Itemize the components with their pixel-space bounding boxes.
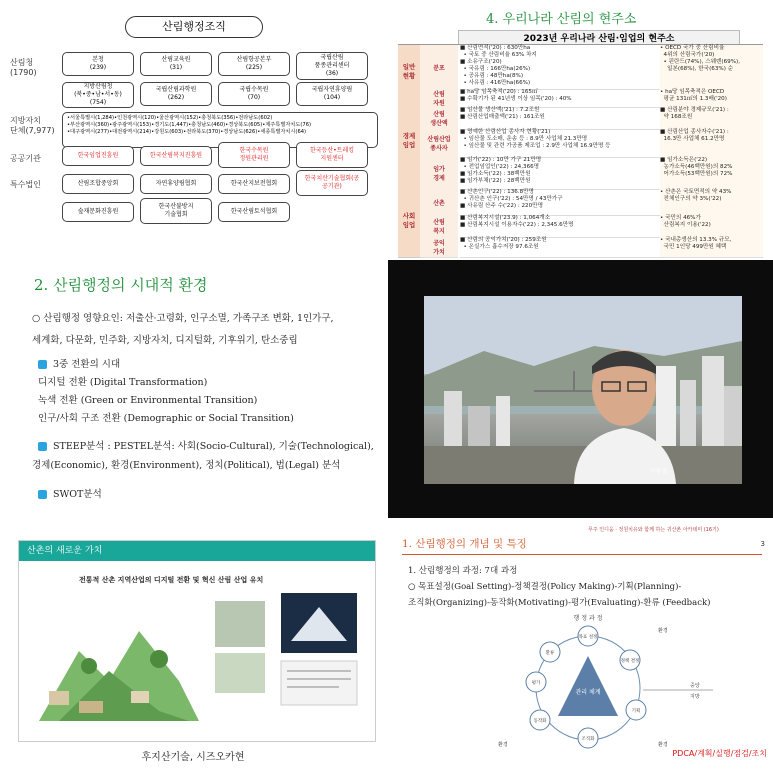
table-category: 경제 임업: [398, 97, 420, 184]
environment-label: 환경: [658, 742, 668, 748]
public-org-box: 한국등산•트레킹 지원센터: [296, 142, 368, 168]
cycle-node-label: 목표 설정: [578, 635, 598, 640]
public-org-box: 한국수목원 정원관리원: [218, 142, 290, 168]
panel-video-call: [388, 260, 773, 518]
swot-heading: SWOT분석: [53, 489, 102, 500]
org-box: 국립산림과학원 (262): [140, 82, 212, 106]
cycle-node-label: 평가: [531, 681, 541, 686]
table-cell: • ha당 임목축적은 OECD 평균 131㎥의 1.3배('20): [660, 89, 763, 108]
table-subcategory: 산촌: [420, 189, 458, 216]
admin-process-title: 1. 산림행정의 개념 및 특징: [402, 538, 527, 550]
forest-status-table: [398, 44, 763, 257]
cycle-node-label: 동작화: [533, 719, 547, 724]
panel-forest-status: [388, 0, 773, 258]
environment-label: 환경: [658, 628, 668, 634]
table-subcategory: 산림 자원: [420, 89, 458, 108]
village-slide-header: 산촌의 새로운 가치: [19, 541, 375, 561]
cycle-center-label: 관리 체계: [575, 689, 601, 696]
row-label-forest-service: 산림청 (1790): [10, 58, 37, 77]
title-divider: [402, 554, 762, 555]
org-box: 국립산림 품종관리센터 (36): [296, 52, 368, 80]
special-org-box: 자연휴양림협회: [140, 174, 212, 194]
special-org-box: 숲재문화진흥원: [62, 202, 134, 222]
factors-line: ○ 산림행정 영향요인: 저출산·고령화, 인구소멸, 가족구조 변화, 1인가구,: [32, 313, 334, 324]
cycle-node-label: 환류: [545, 651, 555, 656]
city-background: [424, 296, 742, 484]
local-government-list: •서울특별시(1,284)•인천광역시(120)•울산광역시(152)•충청북도(356)•전라남도(602) •부산광역시(360)•광주광역시(153)•경기도(1,447)•충청남도(460)•경상북도(605)•제주특별자치도(76) •대구광역시(277)•대전광역시(214)•강원도(603)•전라북도(370)•경상남도(626)•세종특별자치시(64): [62, 112, 378, 148]
speaker-video[interactable]: [424, 296, 742, 484]
transition-item: 녹색 전환 (Green or Environmental Transition): [38, 395, 258, 406]
table-cell: ■ 산림분야 경제규모('21) : 약 168조원: [660, 107, 763, 130]
table-cell: ■ 임가소득은('22) 농가소득(46백만원)의 82% 어가소득(53백만원)의 72%: [660, 157, 763, 190]
process-heading: 1. 산림행정의 과정: 7대 과정: [408, 566, 518, 576]
table-subcategory: 분포: [420, 45, 458, 90]
table-cell: ■ ha당 임목축적('20) : 165㎥ ■ 수확기가 된 41년생 이상 임목('20) : 40%: [460, 89, 660, 108]
admin-environment-title: 2. 산림행정의 시대적 환경: [34, 276, 208, 294]
forest-status-subtitle: 2023년 우리나라 산림·임업의 현주소: [458, 30, 740, 45]
central-label: 중앙: [690, 683, 700, 689]
transition-item: 인구/사회 구조 전환 (Demographic or Social Transition): [38, 413, 294, 424]
org-chart-title: 산림행정조직: [125, 16, 263, 38]
special-org-box: 산림조합중앙회: [62, 174, 134, 194]
process-line: ○ 목표설정(Goal Setting)-정책결정(Policy Making)-기획(Planning)-: [408, 582, 682, 592]
triple-transition-heading: 3중 전환의 시대: [53, 359, 121, 370]
table-cell: ■ 임가('22) : 10만 가구 21만명 • 전업임업인('22) : 24,366명 ■ 임가소득('22) : 38백만원 ■ 임가부채('22) : 28백만원: [460, 157, 660, 190]
cycle-title: 행 정 과 정: [573, 615, 603, 622]
factors-line: 세계화, 다문화, 민주화, 지방자치, 디지털화, 기후위기, 탄소중립: [32, 335, 298, 346]
cycle-node-label: 조직화: [581, 737, 595, 742]
panel-org-chart: [0, 0, 386, 258]
panel-mountain-village: [0, 520, 386, 773]
steep-heading: STEEP분석 : PESTEL분석: 사회(Socio-Cultural), 기술(Technological),: [53, 441, 374, 452]
course-header: 푸주 인디움 · 정원치유와 함께 하는 귀산촌 아카데미 (16기): [588, 527, 719, 533]
table-cell: • 국내총생산의 13.3% 규모, 국민 1인당 499만원 혜택: [660, 237, 763, 258]
table-category: 사회 임업: [398, 183, 420, 258]
cycle-node-label: 정책 결정: [620, 659, 640, 664]
special-org-box: 한국치산기술협회(공 공기관): [296, 170, 368, 196]
panel-admin-process: [388, 520, 773, 773]
org-box: 본청 (239): [62, 52, 134, 76]
process-cycle-diagram: [458, 612, 718, 752]
table-category: 일반 현황: [398, 45, 420, 98]
process-line: 조직화(Organizing)-동작화(Motivating)-평가(Evaluating)-환류 (Feedback): [408, 598, 711, 608]
transition-item: 디지털 전환 (Digital Transformation): [38, 377, 208, 388]
org-box: 국립자연휴양림 (104): [296, 82, 368, 106]
public-org-box: 한국산림복지진흥원: [140, 146, 212, 166]
forest-status-title: 4. 우리나라 산림의 현주소: [486, 12, 637, 27]
table-cell: ■ 산림면적('20) : 630만ha • 국토 중 산림비율 63% 차지 ■ 소유구조('20) • 국유림 : 166만ha(26%) • 공유림 : 48만ha(8%) • 사유림 : 416만ha(66%): [460, 45, 660, 90]
village-caption: 후지산기술, 시즈오카현: [141, 752, 245, 763]
table-cell: • 산촌은 국토면적의 약 43% 전체인구의 약 3%('22): [660, 189, 763, 216]
bullet-icon: [38, 360, 47, 369]
row-label-local: 지방자치 단체(7,977): [10, 116, 55, 135]
table-cell: ■ 산림산업 종사자수('21) : 16.3만 사업체 61.2만명: [660, 129, 763, 158]
special-org-box: 한국산불방지 기술협회: [140, 198, 212, 224]
village-illustration: [19, 541, 375, 741]
bullet-icon: [38, 490, 47, 499]
row-label-special: 특수법인: [10, 180, 41, 189]
village-slide-heading: 전통적 산촌 지역산업의 디지털 전환 및 혁신 산림 산업 유치: [79, 576, 264, 584]
table-subcategory: 공익 가치: [420, 237, 458, 258]
org-box: 국립수목원 (70): [218, 82, 290, 106]
table-subcategory: 산림 생산액: [420, 107, 458, 130]
table-cell: • OECD 국가 중 산림비율 4위의 산림국가('20) • 핀란드(74%), 스웨덴(69%), 일본(68%), 한국(63%) 순: [660, 45, 763, 90]
panel-admin-environment: [0, 260, 386, 518]
steep-line: 경제(Economic), 환경(Environment), 정치(Political), 법(Legal) 분석: [32, 460, 341, 471]
cycle-node-label: 기획: [631, 709, 641, 714]
special-org-box: 한국산림토석협회: [218, 202, 290, 222]
table-cell: ■ 산촌인구('22) : 136.8만명 • 귀산촌 인구('22) : 54만명 / 43만가구 ■ 사유림 산주 수('22) : 220만명: [460, 189, 660, 216]
table-cell: • 국민의 46%가 산림복지 이용('22): [660, 215, 763, 238]
table-cell: ■ 산림복지시설('23.9) : 1,064개소 ■ 산림복지시설 이용자수('22) : 2,345.6만명: [460, 215, 660, 238]
village-slide: [18, 540, 376, 742]
participant-name: 이용철: [650, 468, 668, 475]
special-org-box: 한국산지보전협회: [218, 174, 290, 194]
row-label-public: 공공기관: [10, 154, 41, 163]
pdca-footer: PDCA/계획/실행/점검/조치: [672, 749, 767, 758]
table-subcategory: 산림 복지: [420, 215, 458, 238]
org-box: 산림항공본부 (225): [218, 52, 290, 76]
table-subcategory: 산림산업 종사자: [420, 129, 458, 158]
page-number: 3: [760, 540, 765, 548]
environment-label: 환경: [498, 742, 508, 748]
local-label: 지방: [690, 694, 700, 700]
table-subcategory: 임가 경제: [420, 157, 458, 190]
bullet-icon: [38, 442, 47, 451]
org-box: 지방산림청 (북•중•남•서•동) (754): [62, 82, 134, 108]
public-org-box: 한국임업진흥원: [62, 146, 134, 166]
table-cell: ■ 명예한 산림산업 종사자 현황('21) • 임산물 도소매, 운송 등 : 8.9만 사업체 21.3만명 • 임산물 및 관련 가공품 제조업 : 2.9만 사업체 16.9만명 등: [460, 129, 660, 158]
table-cell: ■ 산림의 공익가치('20) : 259조원 • 온실가스 흡수저장 97.6조원: [460, 237, 660, 258]
table-cell: ■ 임산물 생산액('21) : 7.2조원 ■ 산림산업매출액('21) : 161조원: [460, 107, 660, 130]
org-box: 산림교육원 (31): [140, 52, 212, 76]
